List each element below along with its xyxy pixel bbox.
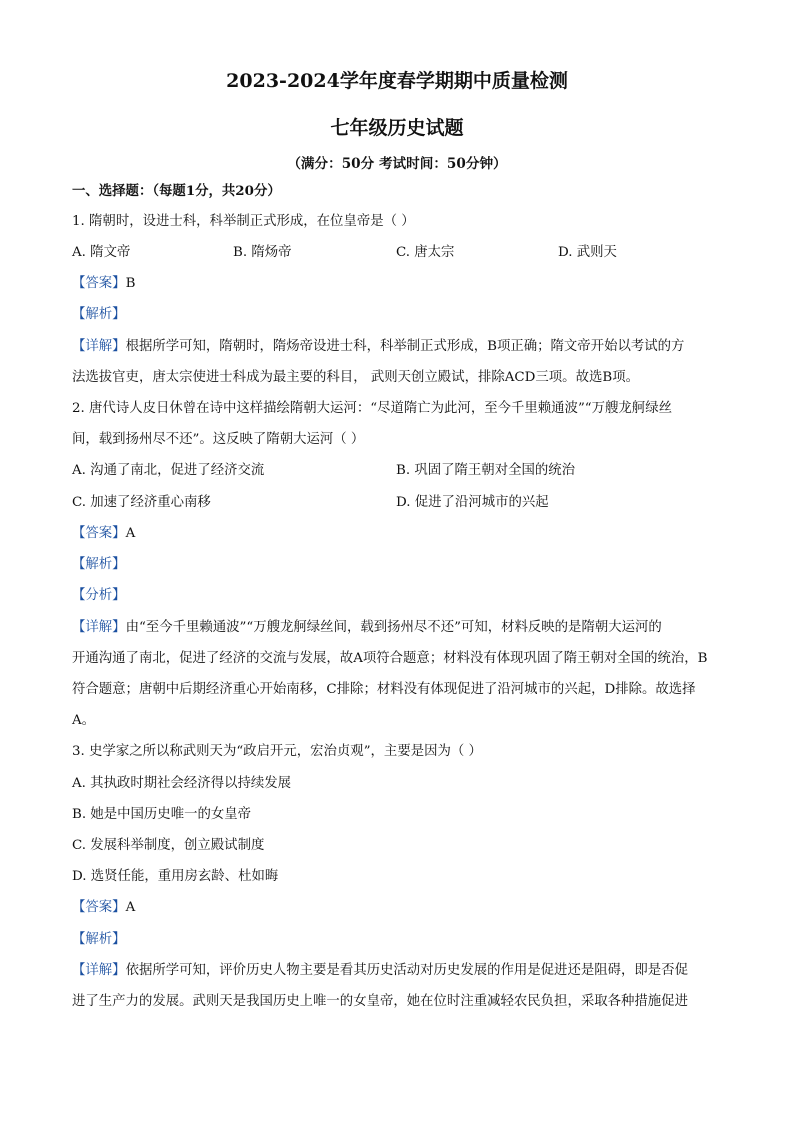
detail-tag: 【详解】 <box>72 963 126 978</box>
question-3-detail-line-1 <box>72 962 732 980</box>
question-2-fenxi-tag: 【分析】 <box>72 588 126 603</box>
question-2-detail-line-1 <box>72 619 732 637</box>
question-3-option-d: D. 选贤任能，重用房玄龄、杜如晦 <box>72 869 279 884</box>
question-2-stem-line-1: 2. 唐代诗人皮日休曾在诗中这样描绘隋朝大运河：“尽道隋亡为此河，至今千里赖通波”“万艘龙舸绿丝 <box>72 401 672 416</box>
question-1-stem: 1. 隋朝时，设进士科，科举制正式形成，在位皇帝是（ ） <box>72 214 415 229</box>
exam-info: （满分：50分 考试时间：50分钟） <box>287 156 507 172</box>
detail-tag: 【详解】 <box>72 620 126 635</box>
question-2-option-a: A. 沟通了南北，促进了经济交流 <box>72 463 265 478</box>
question-2-stem-line-2: 间，载到扬州尽不还”。这反映了隋朝大运河（ ） <box>72 432 365 447</box>
detail-text: 依据所学可知，评价历史人物主要是看其历史活动对历史发展的作用是促进还是阻碍，即是否促 <box>125 963 688 978</box>
question-1-option-b: B. 隋炀帝 <box>233 245 292 260</box>
answer-tag: 【答案】 <box>72 526 126 541</box>
question-3-option-b: B. 她是中国历史唯一的女皇帝 <box>72 807 252 822</box>
answer-value: B <box>125 276 136 291</box>
question-3-analysis-tag: 【解析】 <box>72 932 126 947</box>
question-3-stem: 3. 史学家之所以称武则天为“政启开元，宏治贞观”，主要是因为（ ） <box>72 744 482 759</box>
question-2-detail-line-3: 符合题意；唐朝中后期经济重心开始南移，C排除；材料没有体现促进了沿河城市的兴起，D排除。故选择 <box>72 682 696 697</box>
exam-subtitle: 七年级历史试题 <box>330 117 464 139</box>
detail-tag: 【详解】 <box>72 339 126 354</box>
answer-tag: 【答案】 <box>72 276 126 291</box>
detail-text: 根据所学可知，隋朝时，隋炀帝设进士科，科举制正式形成，B项正确；隋文帝开始以考试的方 <box>125 339 685 354</box>
question-1-option-a: A. 隋文帝 <box>72 245 131 260</box>
question-2-detail-line-2: 开通沟通了南北，促进了经济的交流与发展，故A项符合题意；材料没有体现巩固了隋王朝对全国的统治，B <box>72 651 708 666</box>
question-3-detail-line-2: 进了生产力的发展。武则天是我国历史上唯一的女皇帝，她在位时注重减轻农民负担，采取各种措施促进 <box>72 994 688 1009</box>
question-1-answer <box>72 275 732 293</box>
question-2-detail-line-4: A。 <box>72 713 96 728</box>
question-2-analysis-tag: 【解析】 <box>72 557 126 572</box>
exam-title: 2023-2024学年度春学期期中质量检测 <box>226 70 568 92</box>
question-1-detail-line-1 <box>72 338 732 356</box>
detail-text: 由“至今千里赖通波”“万艘龙舸绿丝间，载到扬州尽不还”可知，材料反映的是隋朝大运河的 <box>125 620 662 635</box>
question-2-option-d: D. 促进了沿河城市的兴起 <box>396 495 549 510</box>
question-2-option-b: B. 巩固了隋王朝对全国的统治 <box>396 463 576 478</box>
question-3-option-a: A. 其执政时期社会经济得以持续发展 <box>72 776 292 791</box>
question-3-option-c: C. 发展科举制度，创立殿试制度 <box>72 838 265 853</box>
question-2-answer <box>72 525 732 543</box>
answer-value: A <box>125 900 136 915</box>
question-3-answer <box>72 899 732 917</box>
question-1-analysis-tag: 【解析】 <box>72 307 126 322</box>
answer-tag: 【答案】 <box>72 900 126 915</box>
section-heading: 一、选择题：（每题1分，共20分） <box>72 183 281 199</box>
question-2-option-c: C. 加速了经济重心南移 <box>72 495 211 510</box>
answer-value: A <box>125 526 136 541</box>
question-1-detail-line-2: 法选拔官吏，唐太宗使进士科成为最主要的科目， 武则天创立殿试，排除ACD三项。故选B项。 <box>72 370 639 385</box>
question-1-option-c: C. 唐太宗 <box>396 245 455 260</box>
question-1-option-d: D. 武则天 <box>558 245 617 260</box>
